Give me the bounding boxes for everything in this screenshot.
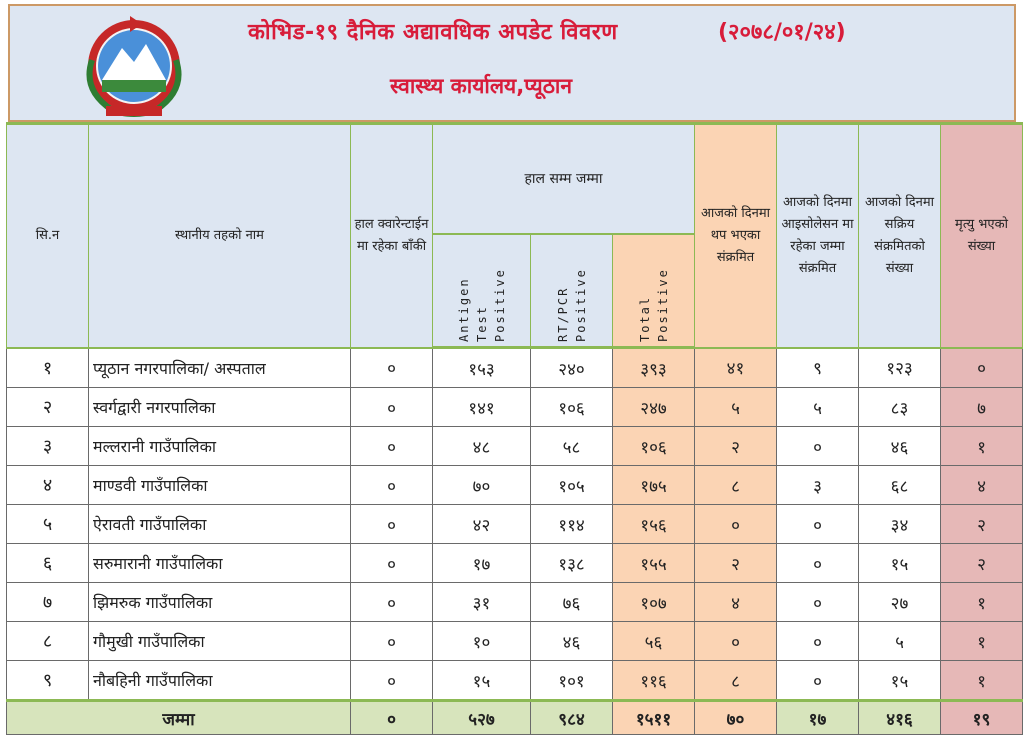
cell-total: ५६ <box>613 622 695 661</box>
cell-quarantine: ० <box>351 427 433 466</box>
totals-row <box>7 701 1023 735</box>
cell-quarantine: ० <box>351 544 433 583</box>
cell-sn: ६ <box>7 544 89 583</box>
cell-name: सरुमारानी गाउँपालिका <box>89 544 351 583</box>
report-date: (२०७८/०१/२४) <box>718 20 846 45</box>
total-isolation: १७ <box>777 701 859 735</box>
cell-active: १५ <box>859 544 941 583</box>
cell-antigen: १७ <box>433 544 531 583</box>
cell-quarantine: ० <box>351 505 433 544</box>
cell-total: ११६ <box>613 661 695 701</box>
header-antigen-text: Antigen Test Positive <box>456 268 507 343</box>
cell-active: ५ <box>859 622 941 661</box>
cell-deaths: १ <box>941 622 1023 661</box>
table-row <box>7 348 1023 388</box>
header-deaths <box>941 124 1023 348</box>
cell-quarantine: ० <box>351 348 433 388</box>
cell-isolation: ५ <box>777 388 859 427</box>
total-quarantine: ० <box>351 701 433 735</box>
cell-isolation: ९ <box>777 348 859 388</box>
cell-rtpcr: १०६ <box>531 388 613 427</box>
header-quarantine-text: हाल क्वारेन्टाईन मा रहेका बाँकी <box>354 216 429 254</box>
cell-active: ४६ <box>859 427 941 466</box>
cell-name: प्यूठान नगरपालिका/ अस्पताल <box>89 348 351 388</box>
cell-rtpcr: २४० <box>531 348 613 388</box>
nepal-emblem-icon <box>72 10 196 120</box>
cell-deaths: १ <box>941 661 1023 701</box>
cell-today-new: २ <box>695 544 777 583</box>
cell-sn: १ <box>7 348 89 388</box>
cell-rtpcr: ७६ <box>531 583 613 622</box>
cell-name: झिमरुक गाउँपालिका <box>89 583 351 622</box>
cell-rtpcr: १३८ <box>531 544 613 583</box>
table-row <box>7 388 1023 427</box>
cell-name: गौमुखी गाउँपालिका <box>89 622 351 661</box>
cell-antigen: १० <box>433 622 531 661</box>
header-name <box>89 124 351 348</box>
office-name: स्वास्थ्य कार्यालय,प्यूठान <box>390 74 573 98</box>
cell-antigen: १४१ <box>433 388 531 427</box>
total-total: १५११ <box>613 701 695 735</box>
cell-antigen: ७० <box>433 466 531 505</box>
cell-isolation: ० <box>777 661 859 701</box>
cell-name: माण्डवी गाउँपालिका <box>89 466 351 505</box>
cell-rtpcr: ४६ <box>531 622 613 661</box>
cell-isolation: ० <box>777 505 859 544</box>
cell-deaths: ० <box>941 348 1023 388</box>
cell-name: मल्लरानी गाउँपालिका <box>89 427 351 466</box>
header-quarantine <box>351 124 433 348</box>
header-total-positive-text: Total Positive <box>637 268 670 343</box>
cell-deaths: १ <box>941 583 1023 622</box>
cell-rtpcr: ११४ <box>531 505 613 544</box>
report-header <box>8 4 1016 122</box>
table-row <box>7 544 1023 583</box>
cell-active: ८३ <box>859 388 941 427</box>
cell-antigen: १५३ <box>433 348 531 388</box>
cell-total: १५६ <box>613 505 695 544</box>
cell-rtpcr: १०५ <box>531 466 613 505</box>
header-sn: सि.न <box>7 124 89 348</box>
header-deaths-text: मृत्यु भएको संख्या <box>955 216 1008 254</box>
cell-today-new: ४१ <box>695 348 777 388</box>
cell-today-new: ८ <box>695 661 777 701</box>
header-today-isolation-text: आजको दिनमा आइसोलेसन मा रहेका जम्मा संक्रमित <box>781 194 854 276</box>
cell-antigen: ३१ <box>433 583 531 622</box>
cell-today-new: ८ <box>695 466 777 505</box>
cell-quarantine: ० <box>351 388 433 427</box>
cell-sn: ७ <box>7 583 89 622</box>
cell-name: ऐरावती गाउँपालिका <box>89 505 351 544</box>
cell-sn: ३ <box>7 427 89 466</box>
cell-deaths: २ <box>941 505 1023 544</box>
cell-isolation: ३ <box>777 466 859 505</box>
table-row <box>7 466 1023 505</box>
cell-today-new: ४ <box>695 583 777 622</box>
cell-sn: ४ <box>7 466 89 505</box>
cell-active: १५ <box>859 661 941 701</box>
table-row <box>7 505 1023 544</box>
cell-total: १०७ <box>613 583 695 622</box>
header-today-isolation <box>777 124 859 348</box>
header-antigen <box>433 234 531 348</box>
cell-active: ३४ <box>859 505 941 544</box>
table-row <box>7 427 1023 466</box>
cell-today-new: २ <box>695 427 777 466</box>
total-deaths: १९ <box>941 701 1023 735</box>
cell-quarantine: ० <box>351 622 433 661</box>
cell-total: २४७ <box>613 388 695 427</box>
cell-total: १०६ <box>613 427 695 466</box>
report-title: कोभिड-१९ दैनिक अद्यावधिक अपडेट विवरण <box>248 20 618 45</box>
header-rtpcr <box>531 234 613 348</box>
total-active: ४१६ <box>859 701 941 735</box>
cell-deaths: ४ <box>941 466 1023 505</box>
cell-total: ३९३ <box>613 348 695 388</box>
total-today-new: ७० <box>695 701 777 735</box>
cell-quarantine: ० <box>351 661 433 701</box>
total-rtpcr: ९८४ <box>531 701 613 735</box>
cell-active: २७ <box>859 583 941 622</box>
header-today-new-text: आजको दिनमा थप भएका संक्रमित <box>700 205 771 265</box>
cell-rtpcr: ५८ <box>531 427 613 466</box>
cell-deaths: २ <box>941 544 1023 583</box>
total-antigen: ५२७ <box>433 701 531 735</box>
cell-sn: २ <box>7 388 89 427</box>
cell-antigen: १५ <box>433 661 531 701</box>
table-row <box>7 661 1023 701</box>
header-today-active <box>859 124 941 348</box>
cell-name: स्वर्गद्वारी नगरपालिका <box>89 388 351 427</box>
totals-label: जम्मा <box>7 701 351 735</box>
cell-active: ६८ <box>859 466 941 505</box>
cell-deaths: १ <box>941 427 1023 466</box>
cell-antigen: ४८ <box>433 427 531 466</box>
header-today-active-text: आजको दिनमा सक्रिय संक्रमितको संख्या <box>864 194 935 276</box>
cell-isolation: ० <box>777 622 859 661</box>
cell-today-new: ० <box>695 622 777 661</box>
header-total-positive <box>613 234 695 348</box>
cell-isolation: ० <box>777 583 859 622</box>
table-row <box>7 583 1023 622</box>
cell-sn: ८ <box>7 622 89 661</box>
cell-quarantine: ० <box>351 583 433 622</box>
cell-antigen: ४२ <box>433 505 531 544</box>
cell-quarantine: ० <box>351 466 433 505</box>
cell-sn: ५ <box>7 505 89 544</box>
cell-active: १२३ <box>859 348 941 388</box>
header-today-new <box>695 124 777 348</box>
header-rtpcr-text: RT/PCR Positive <box>555 268 588 343</box>
cell-isolation: ० <box>777 427 859 466</box>
cell-deaths: ७ <box>941 388 1023 427</box>
cell-rtpcr: १०१ <box>531 661 613 701</box>
table-row <box>7 622 1023 661</box>
cell-today-new: ५ <box>695 388 777 427</box>
header-name-text: स्थानीय तहको नाम <box>175 227 264 243</box>
cell-total: १५५ <box>613 544 695 583</box>
cell-today-new: ० <box>695 505 777 544</box>
cell-isolation: ० <box>777 544 859 583</box>
cell-name: नौबहिनी गाउँपालिका <box>89 661 351 701</box>
table-body <box>7 348 1023 735</box>
cell-total: १७५ <box>613 466 695 505</box>
covid-table <box>6 122 1023 735</box>
header-total-group: हाल सम्म जम्मा <box>433 124 695 234</box>
cell-sn: ९ <box>7 661 89 701</box>
